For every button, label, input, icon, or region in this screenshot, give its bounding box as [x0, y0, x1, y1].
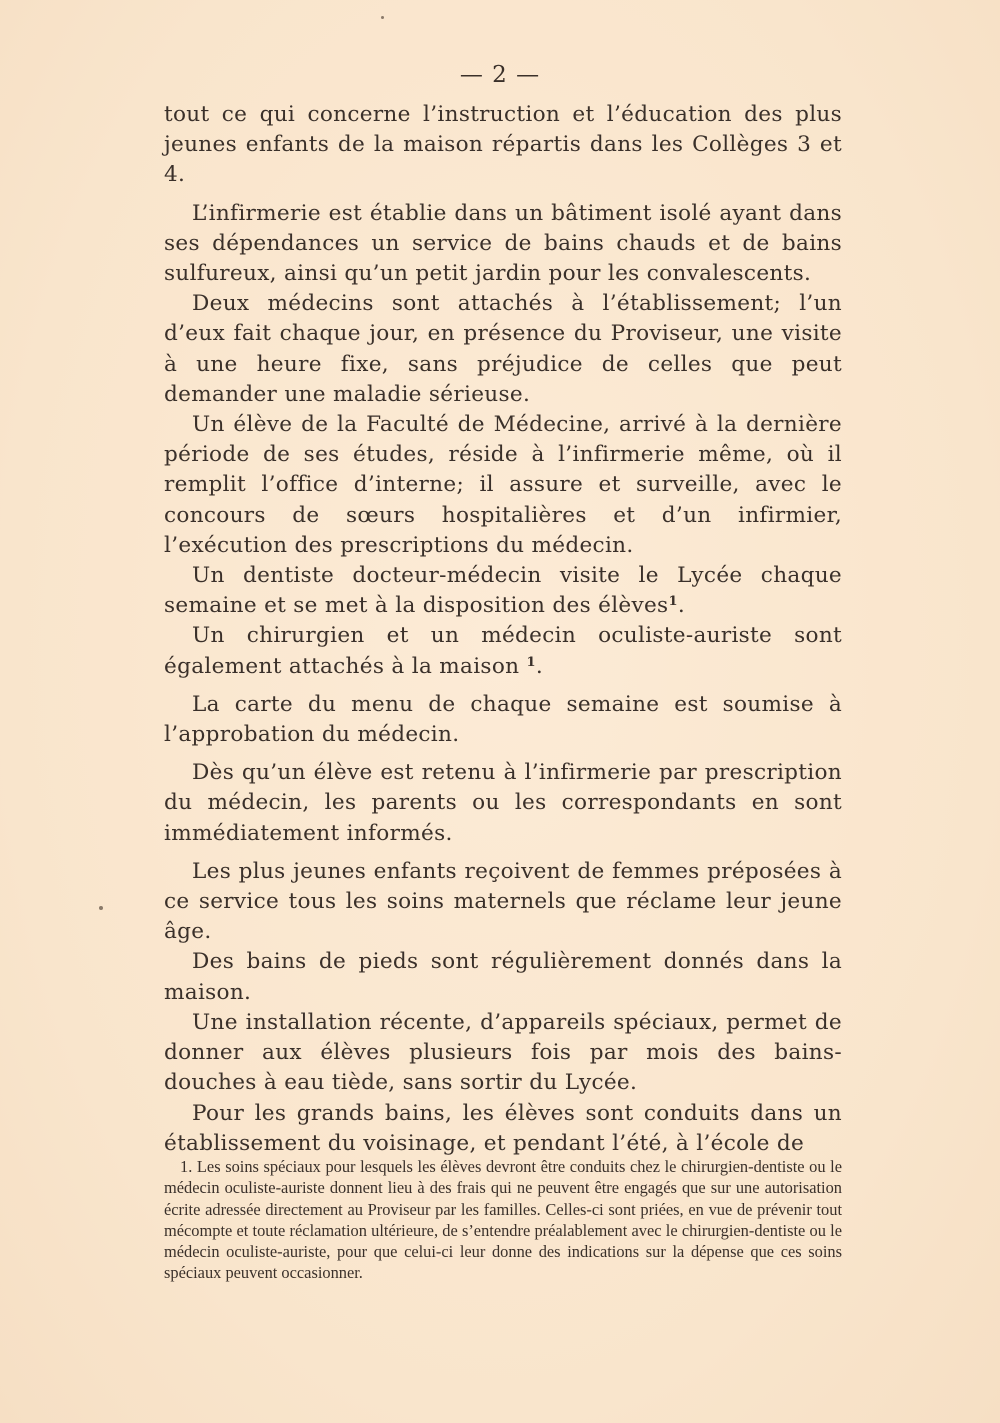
paper-speck [99, 906, 103, 910]
paragraph: Les plus jeunes enfants reçoivent de femmes préposées à ce service tous les soins maternels que réclame leur jeune âge. [164, 858, 842, 945]
paragraph-text: Un chirurgien et un médecin oculiste-auriste sont également attachés à la maison [164, 623, 842, 679]
footnote: 1. Les soins spéciaux pour lesquels les élèves devront être conduits chez le chirurgien-dentiste ou le médecin oculiste-auriste donnent lieu à des frais qui ne peuvent être engagés que sur une autorisation écrite adressée directement au Proviseur par les familles. Celles-ci sont priées, en vue de prévenir tout mécompte et toute réclamation ultérieure, de s’entendre préalablement avec le chirurgien-dentiste ou le médecin oculiste-auriste, pour que celui-ci leur donne des indications sur la dépense que ces soins spéciaux peuvent occasionner. [164, 1157, 842, 1283]
paragraph: Pour les grands bains, les élèves sont conduits dans un établissement du voisinage, et pendant l’été, à l’école de [164, 1100, 842, 1156]
paragraph: La carte du menu de chaque semaine est soumise à l’approbation du médecin. [164, 691, 842, 748]
paragraph-text: Un dentiste docteur-médecin visite le Lycée chaque semaine et se met à la disposition des élèves [164, 563, 842, 619]
paragraph: Deux médecins sont attachés à l’établissement; l’un d’eux fait chaque jour, en présence du Proviseur, une visite à une heure fixe, sans préjudice de celles que peut demander une maladie sérieuse. [164, 291, 842, 407]
paper-speck [381, 16, 384, 19]
paragraph [164, 561, 842, 621]
paragraph: tout ce qui concerne l’instruction et l’éducation des plus jeunes enfants de la maison répartis dans les Collèges 3 et 4. [164, 102, 842, 188]
footnote-marker: 1 [526, 654, 536, 670]
paragraph [164, 621, 842, 681]
body-text [164, 100, 842, 1159]
paragraph: Des bains de pieds sont régulièrement donnés dans la maison. [164, 949, 842, 1005]
paragraph: L’infirmerie est établie dans un bâtiment isolé ayant dans ses dépendances un service de bains chauds et de bains sulfureux, ainsi qu’un petit jardin pour les convalescents. [164, 200, 842, 287]
paragraph-period: . [677, 593, 685, 619]
paragraph: Un élève de la Faculté de Médecine, arrivé à la dernière période de ses études, réside à l’infirmerie même, où il remplit l’office d’interne; il assure et surveille, avec le concours de sœurs hospitalières et d’un infirmier, l’exécution des prescriptions du médecin. [164, 412, 842, 558]
paragraph: Dès qu’un élève est retenu à l’infirmerie par prescription du médecin, les parents ou les correspondants en sont immédiatement informés. [164, 760, 842, 846]
page-number: — 2 — [459, 62, 541, 88]
footnote-marker: 1 [668, 594, 678, 610]
paragraph: Une installation récente, d’appareils spéciaux, permet de donner aux élèves plusieurs fois par mois des bains-douches à eau tiède, sans sortir du Lycée. [164, 1009, 842, 1096]
paragraph-period: . [535, 653, 544, 679]
